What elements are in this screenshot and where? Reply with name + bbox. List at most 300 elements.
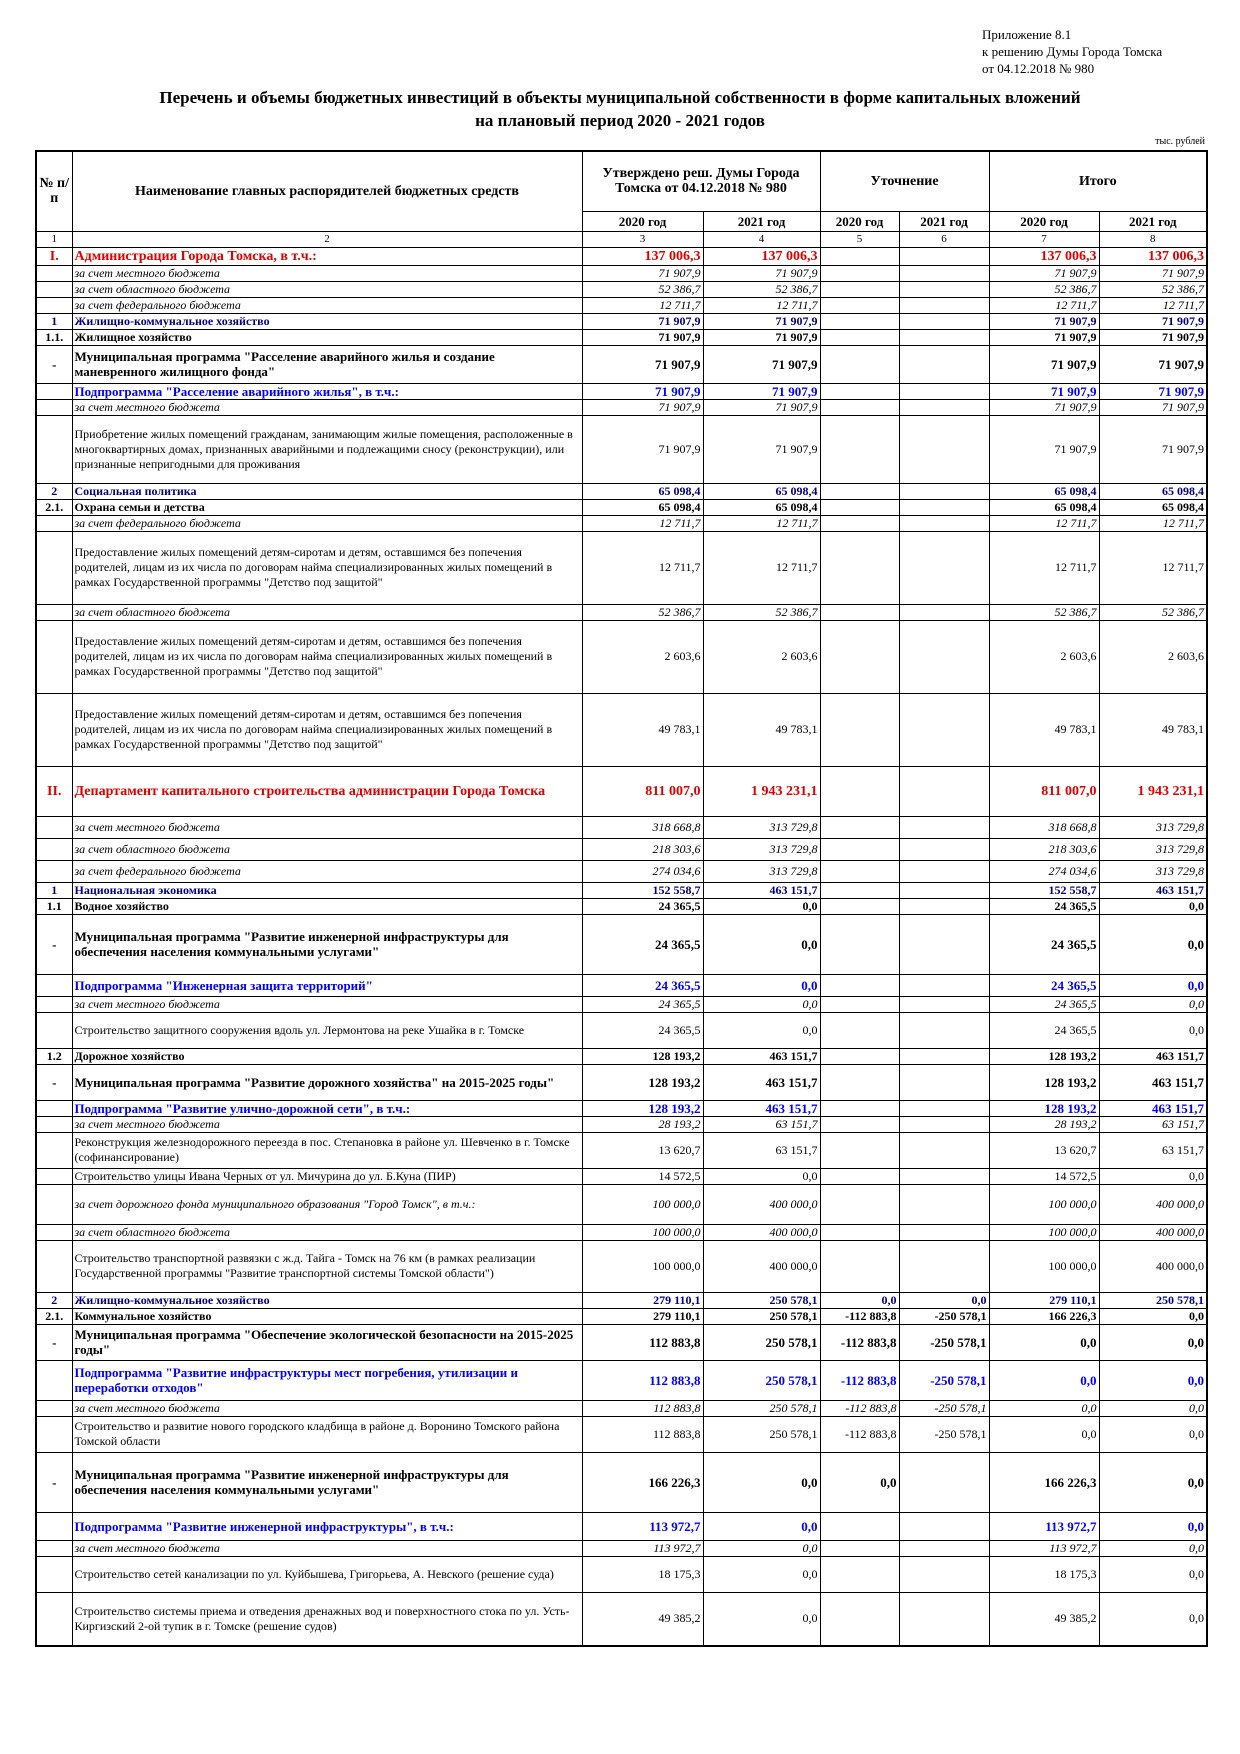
row-name: Охрана семьи и детства (72, 499, 582, 515)
amount-cell: 400 000,0 (703, 1184, 820, 1224)
amount-cell: 13 620,7 (989, 1132, 1099, 1168)
row-name: за счет местного бюджета (72, 399, 582, 415)
amount-cell: 0,0 (1099, 974, 1207, 996)
amount-cell (899, 860, 989, 882)
amount-cell: 0,0 (1099, 1416, 1207, 1452)
amount-cell: 0,0 (703, 974, 820, 996)
row-number: 2.1. (36, 1308, 72, 1324)
table-row (36, 604, 1207, 620)
amount-cell (899, 1012, 989, 1048)
amount-cell (820, 281, 899, 297)
amount-cell (899, 974, 989, 996)
amount-cell: 65 098,4 (703, 499, 820, 515)
header-year: 2020 год (820, 211, 899, 231)
amount-cell: 0,0 (703, 1512, 820, 1540)
amount-cell: 0,0 (1099, 1452, 1207, 1512)
table-row (36, 882, 1207, 898)
amount-cell: 0,0 (1099, 996, 1207, 1012)
table-row (36, 1556, 1207, 1592)
amount-cell: 24 365,5 (989, 996, 1099, 1012)
row-name: Муниципальная программа "Обеспечение экологической безопасности на 2015-2025 годы" (72, 1324, 582, 1360)
amount-cell: 318 668,8 (582, 816, 703, 838)
row-number: 2.1. (36, 499, 72, 515)
amount-cell (899, 345, 989, 383)
amount-cell: 166 226,3 (582, 1452, 703, 1512)
amount-cell: 313 729,8 (1099, 816, 1207, 838)
row-number: II. (36, 766, 72, 816)
amount-cell: 24 365,5 (582, 898, 703, 914)
table-row (36, 1048, 1207, 1064)
amount-cell: 0,0 (820, 1292, 899, 1308)
amount-cell: 113 972,7 (582, 1540, 703, 1556)
row-number: 1 (36, 882, 72, 898)
table-row (36, 531, 1207, 604)
header-year: 2020 год (582, 211, 703, 231)
row-name: Муниципальная программа "Развитие инженерной инфраструктуры для обеспечения населения коммунальными услугами" (72, 1452, 582, 1512)
amount-cell: 71 907,9 (703, 345, 820, 383)
amount-cell: 28 193,2 (582, 1116, 703, 1132)
amount-cell: -250 578,1 (899, 1360, 989, 1400)
amount-cell: 313 729,8 (703, 816, 820, 838)
row-number (36, 1360, 72, 1400)
amount-cell: 0,0 (703, 1556, 820, 1592)
appendix-line: к решению Думы Города Томска (982, 44, 1163, 59)
amount-cell: 0,0 (703, 914, 820, 974)
amount-cell: 0,0 (1099, 1308, 1207, 1324)
row-name: Муниципальная программа "Развитие дорожного хозяйства" на 2015-2025 годы" (72, 1064, 582, 1100)
row-number (36, 383, 72, 399)
amount-cell: 0,0 (1099, 1360, 1207, 1400)
amount-cell: 0,0 (989, 1324, 1099, 1360)
amount-cell: 400 000,0 (703, 1240, 820, 1292)
amount-cell: 12 711,7 (1099, 515, 1207, 531)
amount-cell: 0,0 (703, 1452, 820, 1512)
row-name: Строительство транспортной развязки с ж.д. Тайга - Томск на 76 км (в рамках реализации Государственной программы "Развитие транспортной системы Томской области") (72, 1240, 582, 1292)
amount-cell: 463 151,7 (703, 1048, 820, 1064)
row-name: Предоставление жилых помещений детям-сиротам и детям, оставшимся без попечения родителей, лицам из их числа по договорам найма специализированных жилых помещений в рамках Государственной программы "Детство под защитой" (72, 531, 582, 604)
table-row (36, 329, 1207, 345)
amount-cell: 12 711,7 (1099, 531, 1207, 604)
row-name: Реконструкция железнодорожного переезда в пос. Степановка в районе ул. Шевченко в г. Томске (софинансирование) (72, 1132, 582, 1168)
table-row (36, 1512, 1207, 1540)
appendix-line: от 04.12.2018 № 980 (982, 61, 1095, 76)
row-number (36, 281, 72, 297)
amount-cell: 71 907,9 (989, 399, 1099, 415)
amount-cell: 65 098,4 (1099, 499, 1207, 515)
table-row (36, 1292, 1207, 1308)
row-number (36, 1184, 72, 1224)
row-name: за счет местного бюджета (72, 1116, 582, 1132)
table-row (36, 399, 1207, 415)
amount-cell: 400 000,0 (1099, 1240, 1207, 1292)
row-name: Строительство улицы Ивана Черных от ул. Мичурина до ул. Б.Куна (ПИР) (72, 1168, 582, 1184)
amount-cell (899, 1168, 989, 1184)
table-row (36, 313, 1207, 329)
amount-cell (820, 1556, 899, 1592)
table-row (36, 483, 1207, 499)
row-number (36, 399, 72, 415)
amount-cell: 0,0 (820, 1452, 899, 1512)
amount-cell: 18 175,3 (582, 1556, 703, 1592)
amount-cell: 250 578,1 (703, 1360, 820, 1400)
amount-cell (820, 882, 899, 898)
amount-cell (899, 247, 989, 265)
row-number (36, 1132, 72, 1168)
row-number (36, 1400, 72, 1416)
row-number: 2 (36, 483, 72, 499)
amount-cell: 71 907,9 (1099, 313, 1207, 329)
amount-cell: 71 907,9 (582, 383, 703, 399)
amount-cell: 71 907,9 (582, 345, 703, 383)
amount-cell (899, 1452, 989, 1512)
amount-cell: 0,0 (703, 1012, 820, 1048)
amount-cell: 52 386,7 (582, 281, 703, 297)
amount-cell (820, 265, 899, 281)
amount-cell: 71 907,9 (703, 265, 820, 281)
row-number (36, 1240, 72, 1292)
budget-table (35, 150, 1208, 1647)
amount-cell (899, 1048, 989, 1064)
amount-cell: 52 386,7 (703, 604, 820, 620)
amount-cell: 63 151,7 (703, 1132, 820, 1168)
amount-cell: 71 907,9 (582, 399, 703, 415)
amount-cell (899, 1184, 989, 1224)
table-row (36, 996, 1207, 1012)
amount-cell (820, 816, 899, 838)
amount-cell: 250 578,1 (703, 1416, 820, 1452)
header-name: Наименование главных распорядителей бюджетных средств (72, 151, 582, 231)
amount-cell (899, 499, 989, 515)
amount-cell: 313 729,8 (703, 838, 820, 860)
amount-cell (820, 399, 899, 415)
amount-cell: 71 907,9 (1099, 399, 1207, 415)
amount-cell: 71 907,9 (582, 329, 703, 345)
row-number: 1 (36, 313, 72, 329)
amount-cell (820, 620, 899, 693)
amount-cell: 24 365,5 (989, 898, 1099, 914)
column-number: 3 (582, 231, 703, 247)
amount-cell: 49 783,1 (582, 693, 703, 766)
table-row (36, 620, 1207, 693)
table-row (36, 247, 1207, 265)
amount-cell (820, 329, 899, 345)
table-row (36, 1540, 1207, 1556)
amount-cell: 2 603,6 (1099, 620, 1207, 693)
amount-cell: 100 000,0 (582, 1240, 703, 1292)
amount-cell: 128 193,2 (989, 1064, 1099, 1100)
amount-cell: 100 000,0 (582, 1224, 703, 1240)
amount-cell: 463 151,7 (1099, 1100, 1207, 1116)
amount-cell: 128 193,2 (989, 1100, 1099, 1116)
row-number (36, 1556, 72, 1592)
amount-cell: 100 000,0 (989, 1224, 1099, 1240)
row-name: Социальная политика (72, 483, 582, 499)
amount-cell: 113 972,7 (989, 1540, 1099, 1556)
amount-cell (820, 1116, 899, 1132)
amount-cell (899, 1512, 989, 1540)
row-number (36, 415, 72, 483)
amount-cell: 71 907,9 (989, 383, 1099, 399)
row-name: за счет областного бюджета (72, 604, 582, 620)
table-row (36, 1400, 1207, 1416)
amount-cell: 2 603,6 (582, 620, 703, 693)
amount-cell: 14 572,5 (989, 1168, 1099, 1184)
amount-cell: 71 907,9 (703, 415, 820, 483)
amount-cell: 52 386,7 (1099, 281, 1207, 297)
amount-cell (899, 531, 989, 604)
amount-cell: 65 098,4 (582, 483, 703, 499)
header-clarification: Уточнение (820, 151, 989, 211)
amount-cell: 0,0 (703, 996, 820, 1012)
row-number (36, 1540, 72, 1556)
amount-cell: 49 385,2 (582, 1592, 703, 1646)
table-row (36, 693, 1207, 766)
amount-cell (820, 1512, 899, 1540)
amount-cell (820, 345, 899, 383)
amount-cell: 112 883,8 (582, 1360, 703, 1400)
amount-cell: 52 386,7 (582, 604, 703, 620)
amount-cell: 71 907,9 (703, 383, 820, 399)
amount-cell: 65 098,4 (582, 499, 703, 515)
row-number: - (36, 1064, 72, 1100)
amount-cell: 12 711,7 (582, 515, 703, 531)
document-title (60, 86, 1180, 132)
row-number (36, 297, 72, 313)
table-row (36, 914, 1207, 974)
amount-cell: 128 193,2 (582, 1100, 703, 1116)
amount-cell: 63 151,7 (1099, 1132, 1207, 1168)
amount-cell (899, 1116, 989, 1132)
amount-cell: 218 303,6 (582, 838, 703, 860)
amount-cell (820, 515, 899, 531)
row-number (36, 1012, 72, 1048)
amount-cell: 12 711,7 (703, 531, 820, 604)
amount-cell: 250 578,1 (1099, 1292, 1207, 1308)
amount-cell: 49 783,1 (989, 693, 1099, 766)
amount-cell: 49 783,1 (1099, 693, 1207, 766)
amount-cell: 24 365,5 (989, 974, 1099, 996)
amount-cell (820, 1048, 899, 1064)
amount-cell: 0,0 (1099, 1324, 1207, 1360)
amount-cell (899, 838, 989, 860)
amount-cell: 128 193,2 (989, 1048, 1099, 1064)
amount-cell: 137 006,3 (582, 247, 703, 265)
amount-cell: 52 386,7 (1099, 604, 1207, 620)
amount-cell (899, 265, 989, 281)
table-row (36, 1168, 1207, 1184)
row-number (36, 265, 72, 281)
row-number (36, 620, 72, 693)
row-number: 1.2 (36, 1048, 72, 1064)
amount-cell: 71 907,9 (582, 265, 703, 281)
amount-cell (820, 860, 899, 882)
row-name: Жилищное хозяйство (72, 329, 582, 345)
amount-cell: 128 193,2 (582, 1048, 703, 1064)
row-name: Строительство сетей канализации по ул. Куйбышева, Григорьева, А. Невского (решение суда) (72, 1556, 582, 1592)
amount-cell (820, 996, 899, 1012)
amount-cell: 65 098,4 (989, 499, 1099, 515)
amount-cell: 12 711,7 (989, 515, 1099, 531)
row-name: Муниципальная программа "Расселение аварийного жилья и создание маневренного жилищного фонда" (72, 345, 582, 383)
amount-cell (899, 1132, 989, 1168)
header-year: 2020 год (989, 211, 1099, 231)
amount-cell (899, 1224, 989, 1240)
row-name: Строительство и развитие нового городского кладбища в районе д. Воронино Томского района Томской области (72, 1416, 582, 1452)
amount-cell: 250 578,1 (703, 1324, 820, 1360)
amount-cell (899, 1100, 989, 1116)
amount-cell: 12 711,7 (582, 297, 703, 313)
row-number: - (36, 1452, 72, 1512)
row-name: за счет местного бюджета (72, 265, 582, 281)
amount-cell: 12 711,7 (989, 531, 1099, 604)
amount-cell: 71 907,9 (1099, 415, 1207, 483)
row-number (36, 693, 72, 766)
table-row (36, 974, 1207, 996)
header-year: 2021 год (899, 211, 989, 231)
row-number (36, 1168, 72, 1184)
amount-cell: 2 603,6 (989, 620, 1099, 693)
column-number: 6 (899, 231, 989, 247)
amount-cell (899, 383, 989, 399)
row-number (36, 604, 72, 620)
amount-cell: 49 385,2 (989, 1592, 1099, 1646)
amount-cell (820, 483, 899, 499)
amount-cell: 0,0 (899, 1292, 989, 1308)
amount-cell: 12 711,7 (582, 531, 703, 604)
amount-cell: 0,0 (703, 1592, 820, 1646)
amount-cell (899, 329, 989, 345)
amount-cell: 12 711,7 (703, 297, 820, 313)
row-name: за счет областного бюджета (72, 1224, 582, 1240)
amount-cell: 166 226,3 (989, 1308, 1099, 1324)
amount-cell: 71 907,9 (582, 313, 703, 329)
amount-cell: 0,0 (1099, 1540, 1207, 1556)
amount-cell: 1 943 231,1 (1099, 766, 1207, 816)
row-name: Приобретение жилых помещений гражданам, занимающим жилые помещения, расположенные в многоквартирных домах, признанных аварийными и подлежащими сносу (реконструкции), или признанные непригодными для проживания (72, 415, 582, 483)
amount-cell: 71 907,9 (703, 313, 820, 329)
header-approved: Утверждено реш. Думы Города Томска от 04.12.2018 № 980 (582, 151, 820, 211)
amount-cell: 49 783,1 (703, 693, 820, 766)
column-number: 5 (820, 231, 899, 247)
column-number: 2 (72, 231, 582, 247)
amount-cell: 112 883,8 (582, 1324, 703, 1360)
amount-cell: 24 365,5 (989, 1012, 1099, 1048)
amount-cell: 65 098,4 (989, 483, 1099, 499)
row-name: Строительство системы приема и отведения дренажных вод и поверхностного стока по ул. Усть-Киргизский 2-ой тупик в г. Томске (решение судов) (72, 1592, 582, 1646)
amount-cell: 100 000,0 (989, 1240, 1099, 1292)
amount-cell: 0,0 (1099, 1556, 1207, 1592)
header-year: 2021 год (703, 211, 820, 231)
amount-cell: 274 034,6 (989, 860, 1099, 882)
row-number (36, 838, 72, 860)
amount-cell (899, 1064, 989, 1100)
amount-cell (899, 693, 989, 766)
amount-cell: 12 711,7 (1099, 297, 1207, 313)
amount-cell: 279 110,1 (582, 1308, 703, 1324)
table-row (36, 838, 1207, 860)
amount-cell (820, 1100, 899, 1116)
amount-cell: 279 110,1 (582, 1292, 703, 1308)
row-name: за счет федерального бюджета (72, 860, 582, 882)
amount-cell: 0,0 (703, 1168, 820, 1184)
amount-cell (820, 766, 899, 816)
amount-cell: 137 006,3 (1099, 247, 1207, 265)
amount-cell (899, 816, 989, 838)
row-number (36, 860, 72, 882)
title-line: Перечень и объемы бюджетных инвестиций в объекты муниципальной собственности в форме капитальных вложений (159, 88, 1081, 107)
amount-cell: 71 907,9 (989, 313, 1099, 329)
amount-cell: 113 972,7 (582, 1512, 703, 1540)
table-row (36, 1360, 1207, 1400)
row-name: Подпрограмма "Развитие улично-дорожной сети", в т.ч.: (72, 1100, 582, 1116)
amount-cell (820, 531, 899, 604)
amount-cell (820, 1240, 899, 1292)
row-name: Жилищно-коммунальное хозяйство (72, 1292, 582, 1308)
amount-cell: 152 558,7 (582, 882, 703, 898)
amount-cell: 71 907,9 (989, 345, 1099, 383)
amount-cell (820, 1064, 899, 1100)
amount-cell: 463 151,7 (703, 882, 820, 898)
table-row (36, 898, 1207, 914)
amount-cell: 24 365,5 (582, 1012, 703, 1048)
amount-cell: 0,0 (1099, 1012, 1207, 1048)
amount-cell: 52 386,7 (703, 281, 820, 297)
row-number (36, 974, 72, 996)
amount-cell (899, 297, 989, 313)
row-number (36, 816, 72, 838)
amount-cell: 71 907,9 (703, 329, 820, 345)
amount-cell (899, 766, 989, 816)
table-row (36, 383, 1207, 399)
row-name: за счет местного бюджета (72, 996, 582, 1012)
amount-cell: 65 098,4 (1099, 483, 1207, 499)
amount-cell (820, 898, 899, 914)
table-row (36, 816, 1207, 838)
table-row (36, 860, 1207, 882)
row-number (36, 1100, 72, 1116)
amount-cell: 313 729,8 (703, 860, 820, 882)
amount-cell: -112 883,8 (820, 1400, 899, 1416)
amount-cell: 52 386,7 (989, 604, 1099, 620)
column-number: 1 (36, 231, 72, 247)
amount-cell (820, 1540, 899, 1556)
amount-cell: 0,0 (989, 1360, 1099, 1400)
amount-cell: 113 972,7 (989, 1512, 1099, 1540)
header-year: 2021 год (1099, 211, 1207, 231)
amount-cell: 71 907,9 (1099, 383, 1207, 399)
row-name: Коммунальное хозяйство (72, 1308, 582, 1324)
amount-cell: 112 883,8 (582, 1400, 703, 1416)
amount-cell: 71 907,9 (989, 329, 1099, 345)
amount-cell: 24 365,5 (582, 974, 703, 996)
amount-cell: -112 883,8 (820, 1360, 899, 1400)
amount-cell: 13 620,7 (582, 1132, 703, 1168)
table-row (36, 415, 1207, 483)
amount-cell (820, 1184, 899, 1224)
amount-cell: 0,0 (1099, 1400, 1207, 1416)
amount-cell (899, 1540, 989, 1556)
table-row (36, 345, 1207, 383)
table-row (36, 281, 1207, 297)
amount-cell (820, 974, 899, 996)
row-name: Предоставление жилых помещений детям-сиротам и детям, оставшимся без попечения родителей, лицам из их числа по договорам найма специализированных жилых помещений в рамках Государственной программы "Детство под защитой" (72, 620, 582, 693)
amount-cell (820, 1012, 899, 1048)
row-name: за счет областного бюджета (72, 281, 582, 297)
amount-cell (820, 1168, 899, 1184)
amount-cell: 52 386,7 (989, 281, 1099, 297)
title-line: на плановый период 2020 - 2021 годов (475, 111, 765, 130)
column-number: 7 (989, 231, 1099, 247)
